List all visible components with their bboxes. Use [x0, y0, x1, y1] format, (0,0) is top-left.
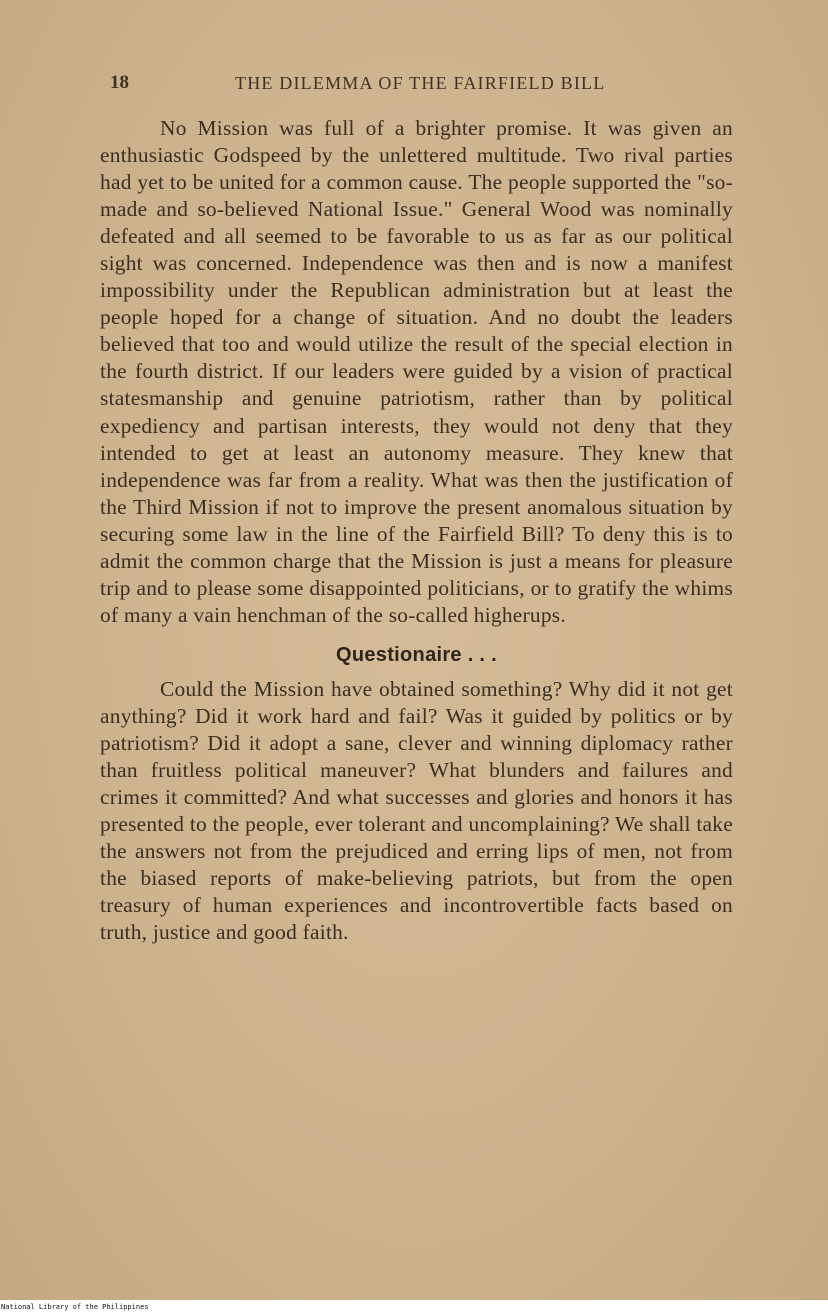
running-head: [0, 72, 828, 100]
page-number: 18: [110, 72, 129, 93]
paragraph-questions: Could the Mission have obtained something? Why did it not get anything? Did it work hard and fail? Was it guided by politics or by patriotism? Did it adopt a sane, clever and winning diplomacy rather than fruitless political maneuver? What blunders and failures and crimes it committed? And what successes and glories and honors it has presented to the people, ever tolerant and uncomplaining? We shall take the answers not from the prejudiced and erring lips of men, not from the biased reports of make-believing patriots, but from the open treasury of human experiences and incontrovertible facts based on truth, justice and good faith.: [100, 676, 733, 945]
running-head-title: THE DILEMMA OF THE FAIRFIELD BILL: [235, 73, 606, 93]
library-credit: National Library of the Philippines: [1, 1303, 149, 1311]
paragraph-mission-promise: No Mission was full of a brighter promise. It was given an enthusiastic Godspeed by the unlettered multitude. Two rival parties had yet to be united for a common cause. The people supported the "so-made and so-believed National Issue." General Wood was nominally defeated and all seemed to be favorable to us as far as our political sight was concerned. Independence was then and is now a manifest impossibility under the Republican administration but at least the people hoped for a change of situation. And no doubt the leaders believed that too and would utilize the result of the special election in the fourth district. If our leaders were guided by a vision of practical statesmanship and genuine patriotism, rather than by political expediency and partisan interests, they would not deny that they intended to get at least an autonomy measure. They knew that independence was far from a reality. What was then the justification of the Third Mission if not to improve the present anomalous situation by securing some law in the line of the Fairfield Bill? To deny this is to admit the common charge that the Mission is just a means for pleasure trip and to please some disappointed politicians, or to gratify the whims of many a vain henchman of the so-called higherups.: [100, 116, 733, 627]
section-heading-questionaire: Questionaire . . .: [336, 643, 497, 666]
body-text: [100, 115, 733, 946]
